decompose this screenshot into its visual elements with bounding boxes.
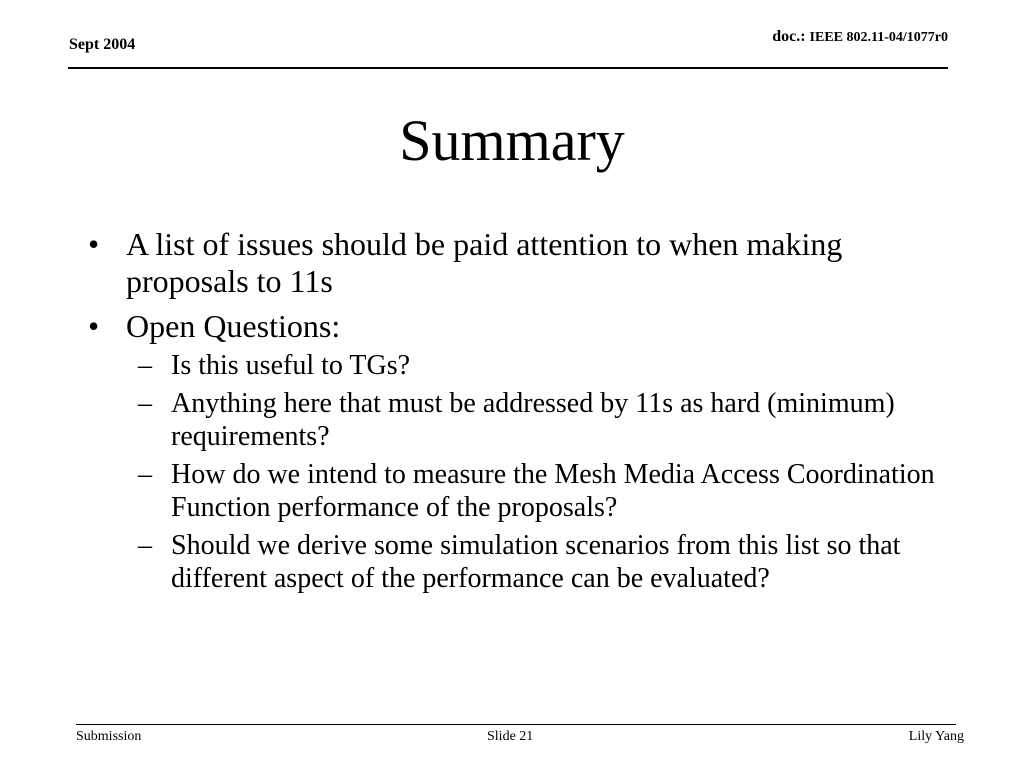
- sub-bullet-text: Is this useful to TGs?: [171, 350, 411, 381]
- header-divider: [68, 67, 948, 69]
- header-doc-number: IEEE 802.11-04/1077r0: [809, 30, 948, 45]
- bullet-item: [88, 308, 948, 595]
- sub-bullet-item: [126, 529, 948, 595]
- footer-slide-number: Slide 21: [487, 729, 534, 744]
- bullet-marker: •: [88, 308, 100, 344]
- bullet-text: A list of issues should be paid attention to when making proposals to 11s: [126, 226, 843, 299]
- sub-bullet-text: Anything here that must be addressed by 11s as hard (minimum) requirements?: [171, 388, 895, 452]
- bullet-text: Open Questions:: [126, 308, 341, 344]
- bullet-marker: •: [88, 226, 100, 262]
- header-doc-label: doc.:: [772, 28, 806, 45]
- sub-bullet-text: Should we derive some simulation scenarios from this list so that different aspect of the performance can be evaluated?: [171, 530, 901, 594]
- footer-submission: Submission: [76, 729, 142, 744]
- slide-body: [88, 226, 948, 603]
- sub-bullet-item: [126, 458, 948, 524]
- bullet-item: [88, 226, 948, 300]
- sub-bullet-marker: –: [138, 530, 152, 561]
- header-date: Sept 2004: [69, 36, 136, 53]
- sub-bullet-item: [126, 387, 948, 453]
- slide-title: Summary: [399, 108, 625, 173]
- header-doc-id: [772, 28, 948, 46]
- sub-bullet-item: [126, 349, 948, 382]
- footer-author: Lily Yang: [908, 729, 964, 744]
- sub-bullet-marker: –: [138, 350, 152, 381]
- footer-divider: [76, 724, 956, 725]
- sub-bullet-text: How do we intend to measure the Mesh Media Access Coordination Function performance of the proposals?: [171, 459, 935, 523]
- sub-bullet-list: [126, 349, 948, 595]
- sub-bullet-marker: –: [138, 459, 152, 490]
- sub-bullet-marker: –: [138, 388, 152, 419]
- bullet-list: [88, 226, 948, 595]
